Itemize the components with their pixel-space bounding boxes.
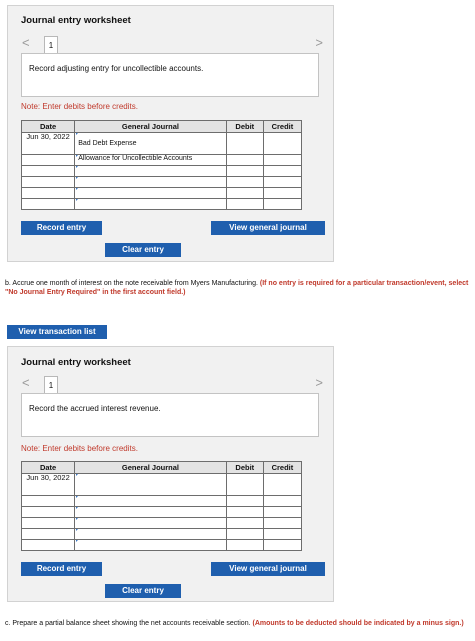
date-cell[interactable] xyxy=(22,518,75,529)
credit-field[interactable] xyxy=(263,474,301,496)
part-b-question xyxy=(5,279,470,297)
debit-field[interactable] xyxy=(226,518,263,529)
debit-field[interactable] xyxy=(226,529,263,540)
record-entry-button[interactable]: Record entry xyxy=(21,562,102,576)
account-field[interactable] xyxy=(75,496,227,507)
debits-note: Note: Enter debits before credits. xyxy=(21,444,138,453)
table-row xyxy=(22,188,302,199)
account-field[interactable] xyxy=(75,166,227,177)
account-value: Bad Debt Expense xyxy=(78,140,137,147)
dropdown-caret-icon xyxy=(76,155,78,157)
table-row xyxy=(22,529,302,540)
credit-field[interactable] xyxy=(263,507,301,518)
debit-field[interactable] xyxy=(226,540,263,551)
debit-field[interactable] xyxy=(226,188,263,199)
date-cell[interactable] xyxy=(22,540,75,551)
credit-field[interactable] xyxy=(263,518,301,529)
entry-description-text: Record adjusting entry for uncollectible accounts. xyxy=(29,64,204,73)
account-field[interactable] xyxy=(75,133,227,155)
dropdown-caret-icon xyxy=(76,133,78,135)
entry-tab-1[interactable]: 1 xyxy=(44,376,58,393)
column-header-date: Date xyxy=(22,462,75,474)
part-c-instruction: (Amounts to be deducted should be indicated by a minus sign.) xyxy=(252,620,464,627)
dropdown-caret-icon xyxy=(76,540,78,542)
prev-arrow-icon[interactable]: < xyxy=(22,35,30,50)
credit-field[interactable] xyxy=(263,199,301,210)
dropdown-caret-icon xyxy=(76,474,78,476)
date-cell[interactable] xyxy=(22,496,75,507)
part-c-question xyxy=(5,619,470,628)
credit-field[interactable] xyxy=(263,540,301,551)
account-field[interactable] xyxy=(75,474,227,496)
worksheet-title: Journal entry worksheet xyxy=(21,15,131,26)
part-c-text: c. Prepare a partial balance sheet showing the net accounts receivable section. xyxy=(5,620,251,627)
account-field[interactable] xyxy=(75,529,227,540)
credit-field[interactable] xyxy=(263,177,301,188)
dropdown-caret-icon xyxy=(76,518,78,520)
dropdown-caret-icon xyxy=(76,199,78,201)
account-field[interactable] xyxy=(75,177,227,188)
account-field[interactable] xyxy=(75,507,227,518)
debit-field[interactable] xyxy=(226,155,263,166)
entry-description-text: Record the accrued interest revenue. xyxy=(29,404,161,413)
table-row xyxy=(22,474,302,496)
next-arrow-icon[interactable]: > xyxy=(315,35,323,50)
table-row xyxy=(22,199,302,210)
column-header-debit: Debit xyxy=(226,462,263,474)
journal-table xyxy=(21,120,302,210)
debit-field[interactable] xyxy=(226,474,263,496)
dropdown-caret-icon xyxy=(76,529,78,531)
credit-field[interactable] xyxy=(263,133,301,155)
date-cell[interactable]: Jun 30, 2022 xyxy=(22,133,75,155)
credit-field[interactable] xyxy=(263,188,301,199)
table-row xyxy=(22,507,302,518)
column-header-general-journal: General Journal xyxy=(75,462,227,474)
date-cell[interactable] xyxy=(22,166,75,177)
clear-entry-button[interactable]: Clear entry xyxy=(105,584,181,598)
credit-field[interactable] xyxy=(263,496,301,507)
debits-note: Note: Enter debits before credits. xyxy=(21,102,138,111)
column-header-general-journal: General Journal xyxy=(75,121,227,133)
entry-description xyxy=(21,53,319,97)
date-cell[interactable] xyxy=(22,529,75,540)
date-cell[interactable] xyxy=(22,177,75,188)
table-row xyxy=(22,518,302,529)
account-field[interactable] xyxy=(75,199,227,210)
column-header-credit: Credit xyxy=(263,121,301,133)
credit-field[interactable] xyxy=(263,529,301,540)
column-header-date: Date xyxy=(22,121,75,133)
credit-field[interactable] xyxy=(263,166,301,177)
dropdown-caret-icon xyxy=(76,496,78,498)
view-general-journal-button[interactable]: View general journal xyxy=(211,221,325,235)
account-field[interactable] xyxy=(75,540,227,551)
dropdown-caret-icon xyxy=(76,166,78,168)
record-entry-button[interactable]: Record entry xyxy=(21,221,102,235)
table-row xyxy=(22,177,302,188)
entry-tab-1[interactable]: 1 xyxy=(44,36,58,53)
next-arrow-icon[interactable]: > xyxy=(315,375,323,390)
debit-field[interactable] xyxy=(226,507,263,518)
clear-entry-button[interactable]: Clear entry xyxy=(105,243,181,257)
debit-field[interactable] xyxy=(226,496,263,507)
prev-arrow-icon[interactable]: < xyxy=(22,375,30,390)
table-row xyxy=(22,496,302,507)
worksheet-title: Journal entry worksheet xyxy=(21,357,131,368)
journal-worksheet-panel-2 xyxy=(7,346,334,602)
journal-worksheet-panel-1 xyxy=(7,5,334,262)
debit-field[interactable] xyxy=(226,177,263,188)
date-cell[interactable]: Jun 30, 2022 xyxy=(22,474,75,496)
column-header-credit: Credit xyxy=(263,462,301,474)
debit-field[interactable] xyxy=(226,199,263,210)
date-cell[interactable] xyxy=(22,507,75,518)
part-b-text: b. Accrue one month of interest on the note receivable from Myers Manufacturing. xyxy=(5,280,258,287)
dropdown-caret-icon xyxy=(76,188,78,190)
account-field[interactable] xyxy=(75,518,227,529)
table-row xyxy=(22,166,302,177)
date-cell[interactable] xyxy=(22,155,75,166)
entry-description xyxy=(21,393,319,437)
date-cell[interactable] xyxy=(22,188,75,199)
account-field[interactable] xyxy=(75,155,227,166)
column-header-debit: Debit xyxy=(226,121,263,133)
view-general-journal-button[interactable]: View general journal xyxy=(211,562,325,576)
journal-table xyxy=(21,461,302,551)
account-value: Allowance for Uncollectible Accounts xyxy=(78,155,193,162)
credit-field[interactable] xyxy=(263,155,301,166)
table-row xyxy=(22,540,302,551)
part-b-instruction: (If no entry is required for a particular transaction/event, select "No Journal Entry Required" in the first account field.) xyxy=(5,280,469,296)
table-row xyxy=(22,133,302,155)
dropdown-caret-icon xyxy=(76,177,78,179)
dropdown-caret-icon xyxy=(76,507,78,509)
debit-field[interactable] xyxy=(226,166,263,177)
account-field[interactable] xyxy=(75,188,227,199)
table-row xyxy=(22,155,302,166)
view-transaction-list-button[interactable]: View transaction list xyxy=(7,325,107,339)
debit-field[interactable] xyxy=(226,133,263,155)
date-cell[interactable] xyxy=(22,199,75,210)
